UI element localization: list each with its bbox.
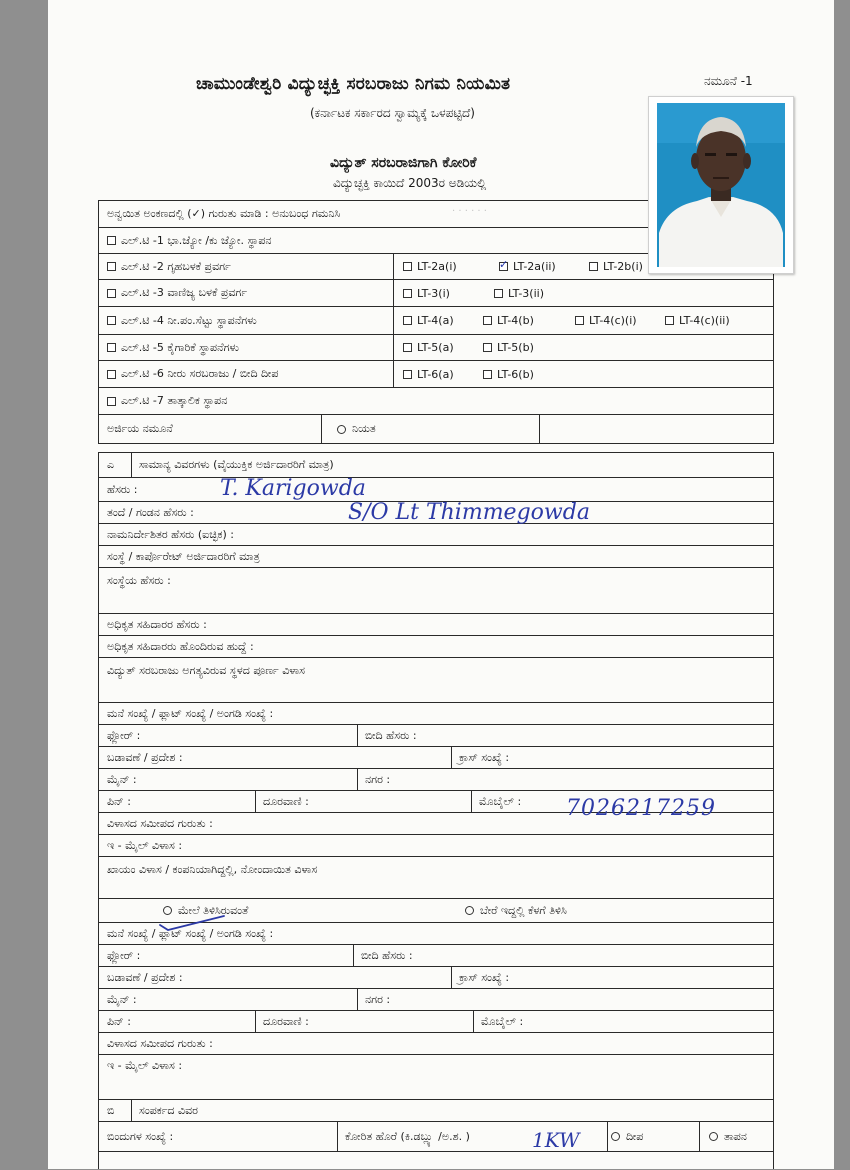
category-label: ಎಲ್.ಟಿ -2 ಗೃಹಬಳಕೆ ಪ್ರವರ್ಗ bbox=[121, 259, 231, 273]
floor-label: ಫ್ಲೋರ್ : bbox=[107, 728, 141, 742]
main-city-row-2[interactable] bbox=[99, 989, 773, 1011]
checkbox-icon[interactable] bbox=[403, 289, 412, 298]
checkbox-icon[interactable] bbox=[107, 316, 116, 325]
phone-label-2: ದೂರವಾಣಿ : bbox=[263, 1014, 309, 1028]
checkbox-icon[interactable] bbox=[403, 343, 412, 352]
form-number: ನಮೂನೆ -1 bbox=[704, 74, 753, 88]
tick-icon[interactable] bbox=[499, 262, 508, 271]
photo-image bbox=[657, 103, 785, 267]
checkbox-icon[interactable] bbox=[403, 370, 412, 379]
floor-label-2: ಫ್ಲೋರ್ : bbox=[107, 948, 141, 962]
checkbox-icon[interactable] bbox=[107, 397, 116, 406]
form-subtitle: ವಿದ್ಯುಚ್ಛಕ್ತಿ ಕಾಯಿದೆ 2003ರ ಅಡಿಯಲ್ಲಿ bbox=[333, 176, 487, 190]
category-row-lt5[interactable] bbox=[99, 335, 773, 361]
checkbox-icon[interactable] bbox=[483, 316, 492, 325]
org-name-label: ಸಂಸ್ಥೆಯ ಹೆಸರು : bbox=[107, 574, 171, 587]
landmark-label: ವಿಳಾಸದ ಸಮೀಪದ ಗುರುತು : bbox=[107, 816, 213, 830]
mobile-label-2: ಮೊಬೈಲ್ : bbox=[481, 1014, 524, 1028]
section-a-table bbox=[98, 452, 774, 1100]
handwritten-father-name: S/O Lt Thimmegowda bbox=[348, 500, 590, 525]
cross-label-2: ಕ್ರಾಸ್ ಸಂಖ್ಯೆ : bbox=[459, 970, 510, 984]
checkbox-icon[interactable] bbox=[403, 262, 412, 271]
section-a-letter: ಎ bbox=[107, 458, 115, 471]
category-row-lt6[interactable] bbox=[99, 361, 773, 388]
instruction-text: ಅನ್ವಯಿತ ಅಂಕಣದಲ್ಲಿ (✓) ಗುರುತು ಮಾಡಿ : ಅನುಬಂಧ ಗಮನಿಸಿ bbox=[107, 207, 341, 220]
checkbox-icon[interactable] bbox=[107, 262, 116, 271]
floor-street-row-2[interactable] bbox=[99, 945, 773, 967]
handwritten-load: 1KW bbox=[532, 1128, 580, 1152]
nominee-row[interactable] bbox=[99, 524, 773, 546]
main-label-2: ಮೈನ್ : bbox=[107, 992, 137, 1006]
floor-street-row[interactable] bbox=[99, 725, 773, 747]
heat-option[interactable]: ತಾಪನ bbox=[709, 1122, 747, 1151]
option-lt4-b[interactable]: LT-4(b) bbox=[483, 307, 534, 334]
main-label: ಮೈನ್ : bbox=[107, 772, 137, 786]
nominee-label: ನಾಮನಿರ್ದೇಶಿತರ ಹೆಸರು (ಐಚ್ಛಿಕ) : bbox=[107, 527, 234, 541]
section-a-heading-row bbox=[99, 453, 773, 478]
org-only-label: ಸಂಸ್ಥೆ / ಕಾರ್ಪೊರೇಟ್ ಅರ್ಜಿದಾರರಿಗೆ ಮಾತ್ರ bbox=[107, 549, 260, 563]
checkbox-icon[interactable] bbox=[107, 289, 116, 298]
application-type-row bbox=[99, 415, 773, 443]
name-row[interactable] bbox=[99, 478, 773, 502]
section-b-heading-row bbox=[99, 1100, 773, 1122]
category-row-lt3[interactable] bbox=[99, 280, 773, 307]
option-lt3-ii[interactable]: LT-3(ii) bbox=[494, 280, 544, 306]
option-lt6-b[interactable]: LT-6(b) bbox=[483, 361, 534, 387]
section-b-table bbox=[98, 1099, 774, 1169]
category-label: ಎಲ್.ಟಿ -3 ವಾಣಿಜ್ಯ ಬಳಕೆ ಪ್ರವರ್ಗ bbox=[121, 286, 248, 299]
category-row-lt4[interactable] bbox=[99, 307, 773, 335]
permanent-address-row bbox=[99, 857, 773, 899]
option-lt5-a[interactable]: LT-5(a) bbox=[403, 335, 454, 360]
email-row[interactable] bbox=[99, 835, 773, 857]
category-label: ಎಲ್.ಟಿ -1 ಭಾ.ಜ್ಯೋ /ಕು ಜ್ಯೋ. ಸ್ಥಾಪನ bbox=[121, 233, 272, 247]
application-type-label: ಅರ್ಜಿಯ ನಮೂನೆ bbox=[107, 422, 173, 435]
radio-icon[interactable] bbox=[337, 425, 346, 434]
option-lt4-c-i[interactable]: LT-4(c)(i) bbox=[575, 307, 637, 334]
radio-icon[interactable] bbox=[709, 1132, 718, 1141]
checkbox-icon[interactable] bbox=[107, 236, 116, 245]
handwritten-name: T. Karigowda bbox=[220, 476, 366, 501]
permanent-address-label: ಖಾಯಂ ವಿಳಾಸ / ಕಂಪನಿಯಾಗಿದ್ದಲ್ಲಿ, ನೋಂದಾಯಿತ ವಿಳಾಸ bbox=[107, 863, 318, 876]
points-label: ಬಿಂದುಗಳ ಸಂಖ್ಯೆ : bbox=[107, 1129, 174, 1143]
landmark-row-2[interactable] bbox=[99, 1033, 773, 1055]
city-label: ನಗರ : bbox=[365, 772, 391, 786]
load-row[interactable] bbox=[99, 1122, 773, 1152]
checkbox-icon[interactable] bbox=[107, 370, 116, 379]
org-name: ಚಾಮುಂಡೇಶ್ವರಿ ವಿದ್ಯುಚ್ಛಕ್ತಿ ಸರಬರಾಜು ನಿಗಮ ನಿಯಮಿತ bbox=[196, 74, 511, 94]
checkbox-icon[interactable] bbox=[107, 343, 116, 352]
applicant-photo bbox=[648, 96, 794, 274]
checkbox-icon[interactable] bbox=[494, 289, 503, 298]
option-lt4-c-ii[interactable]: LT-4(c)(ii) bbox=[665, 307, 730, 334]
option-lt3-i[interactable]: LT-3(i) bbox=[403, 280, 450, 306]
father-name-label: ತಂದೆ / ಗಂಡನ ಹೆಸರು : bbox=[107, 505, 194, 519]
radio-icon[interactable] bbox=[611, 1132, 620, 1141]
category-label: ಎಲ್.ಟಿ -6 ನೀರು ಸರಬರಾಜು / ಬೀದಿ ದೀಪ bbox=[121, 367, 279, 380]
section-a-heading: ಸಾಮಾನ್ಯ ವಿವರಗಳು (ವೈಯುಕ್ತಿಕ ಅರ್ಜಿದಾರರಿಗೆ ಮಾತ್ರ) bbox=[139, 458, 334, 471]
email-label: ಇ - ಮೈಲ್ ವಿಳಾಸ : bbox=[107, 838, 183, 852]
section-b-heading: ಸಂಪರ್ಕದ ವಿವರ bbox=[139, 1103, 198, 1117]
application-type-option[interactable]: ನಿಯತ bbox=[337, 415, 376, 443]
option-lt4-a[interactable]: LT-4(a) bbox=[403, 307, 454, 334]
city-label-2: ನಗರ : bbox=[365, 992, 391, 1006]
org-subtitle: (ಕರ್ನಾಟಕ ಸರ್ಕಾರದ ಸ್ವಾಮ್ಯಕ್ಕೆ ಒಳಪಟ್ಟಿದೆ) bbox=[310, 106, 475, 120]
category-label: ಎಲ್.ಟಿ -7 ತಾತ್ಕಾಲಿಕ ಸ್ಥಾಪನ bbox=[121, 394, 228, 407]
org-name-row[interactable] bbox=[99, 568, 773, 614]
main-city-row[interactable] bbox=[99, 769, 773, 791]
auth-name-row[interactable] bbox=[99, 614, 773, 636]
pin-label-2: ಪಿನ್ : bbox=[107, 1014, 131, 1028]
category-label: ಎಲ್.ಟಿ -4 ನೀ.ಪಂ.ಸೆಟ್ಟು ಸ್ಥಾಪನೆಗಳು bbox=[121, 313, 257, 327]
auth-post-row[interactable] bbox=[99, 636, 773, 658]
house-no-row[interactable] bbox=[99, 703, 773, 725]
load-label: ಕೋರಿತ ಹೊರೆ (ಕಿ.ಡಬ್ಲ್ಯು /ಅ.ಶ. ) bbox=[345, 1129, 470, 1143]
option-lt2a-i[interactable]: LT-2a(i) bbox=[403, 254, 457, 279]
handwritten-mobile: 7026217259 bbox=[566, 796, 716, 821]
supply-address-label: ವಿದ್ಯುತ್ ಸರಬರಾಜು ಅಗತ್ಯವಿರುವ ಸ್ಥಳದ ಪೂರ್ಣ ವಿಳಾಸ bbox=[107, 664, 305, 677]
radio-icon[interactable] bbox=[465, 906, 474, 915]
pin-phone-mobile-row-2[interactable] bbox=[99, 1011, 773, 1033]
layout-label-2: ಬಡಾವಣೆ / ಪ್ರದೇಶ : bbox=[107, 970, 183, 984]
street-label-2: ಬೀದಿ ಹೆಸರು : bbox=[361, 948, 413, 962]
same-as-above-option[interactable]: ಮೇಲೆ ತಿಳಿಸಿರುವಂತೆ bbox=[163, 899, 248, 922]
checkbox-icon[interactable] bbox=[665, 316, 674, 325]
checkbox-icon[interactable] bbox=[403, 316, 412, 325]
layout-cross-row[interactable] bbox=[99, 747, 773, 769]
pin-label: ಪಿನ್ : bbox=[107, 794, 131, 808]
name-label: ಹೆಸರು : bbox=[107, 482, 138, 496]
house-no-label-2: ಮನೆ ಸಂಖ್ಯೆ / ಫ್ಲಾಟ್ ಸಂಖ್ಯೆ / ಅಂಗಡಿ ಸಂಖ್ಯೆ : bbox=[107, 926, 274, 940]
phone-label: ದೂರವಾಣಿ : bbox=[263, 794, 309, 808]
form-title: ವಿದ್ಯುತ್ ಸರಬರಾಜಿಗಾಗಿ ಕೋರಿಕೆ bbox=[330, 155, 477, 171]
category-row-lt7[interactable] bbox=[99, 388, 773, 415]
section-b-letter: ಬಿ bbox=[107, 1103, 115, 1117]
checkbox-icon[interactable] bbox=[575, 316, 584, 325]
mobile-label: ಮೊಬೈಲ್ : bbox=[479, 794, 522, 808]
org-only-row bbox=[99, 546, 773, 568]
layout-label: ಬಡಾವಣೆ / ಪ್ರದೇಶ : bbox=[107, 750, 183, 764]
checkbox-icon[interactable] bbox=[589, 262, 598, 271]
if-different-option[interactable]: ಬೇರೆ ಇದ್ದಲ್ಲಿ ಕೆಳಗೆ ತಿಳಿಸಿ bbox=[465, 899, 567, 922]
cross-label: ಕ್ರಾಸ್ ಸಂಖ್ಯೆ : bbox=[459, 750, 510, 764]
checkbox-icon[interactable] bbox=[483, 343, 492, 352]
option-lt5-b[interactable]: LT-5(b) bbox=[483, 335, 534, 360]
checkbox-icon[interactable] bbox=[483, 370, 492, 379]
light-option[interactable]: ದೀಪ bbox=[611, 1122, 643, 1151]
layout-cross-row-2[interactable] bbox=[99, 967, 773, 989]
category-label: ಎಲ್.ಟಿ -5 ಕೈಗಾರಿಕೆ ಸ್ಥಾಪನೆಗಳು bbox=[121, 340, 240, 354]
cut-off-row bbox=[99, 1152, 773, 1170]
option-lt2b-i[interactable]: LT-2b(i) bbox=[589, 254, 643, 279]
email-row-2[interactable] bbox=[99, 1055, 773, 1077]
landmark-label-2: ವಿಳಾಸದ ಸಮೀಪದ ಗುರುತು : bbox=[107, 1036, 213, 1050]
house-no-label: ಮನೆ ಸಂಖ್ಯೆ / ಫ್ಲಾಟ್ ಸಂಖ್ಯೆ / ಅಂಗಡಿ ಸಂಖ್ಯೆ : bbox=[107, 706, 274, 720]
option-lt2a-ii[interactable]: ✓ LT-2a(ii) bbox=[499, 254, 556, 279]
bleed-through-text: · · · · · · bbox=[452, 206, 487, 217]
email-label-2: ಇ - ಮೈಲ್ ವಿಳಾಸ : bbox=[107, 1059, 183, 1072]
option-lt6-a[interactable]: LT-6(a) bbox=[403, 361, 454, 387]
auth-post-label: ಅಧಿಕೃತ ಸಹಿದಾರರು ಹೊಂದಿರುವ ಹುದ್ದೆ : bbox=[107, 639, 254, 653]
auth-name-label: ಅಧಿಕೃತ ಸಹಿದಾರರ ಹೆಸರು : bbox=[107, 617, 207, 631]
supply-address-row bbox=[99, 658, 773, 703]
street-label: ಬೀದಿ ಹೆಸರು : bbox=[365, 728, 417, 742]
tick-icon bbox=[158, 913, 228, 933]
